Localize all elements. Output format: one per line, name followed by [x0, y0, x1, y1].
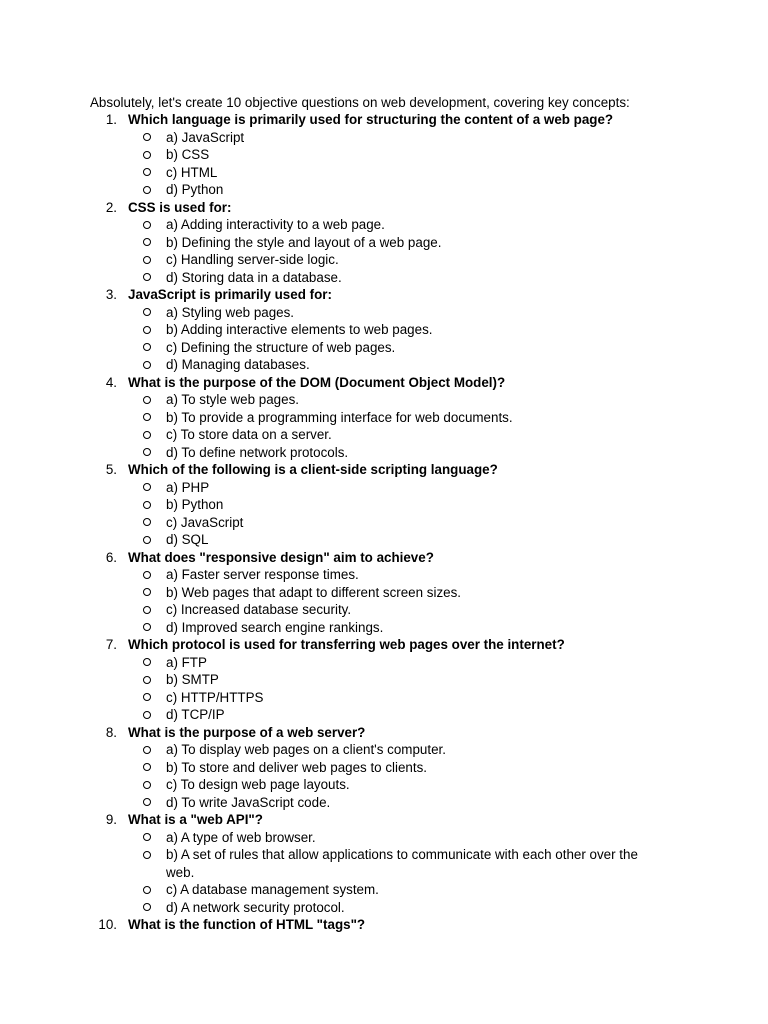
hollow-circle-bullet-icon [143, 851, 151, 859]
option-item [0, 234, 768, 252]
option-item [0, 654, 768, 672]
option-text: c) Defining the structure of web pages. [166, 339, 396, 355]
option-item [0, 566, 768, 584]
option-text: b) Web pages that adapt to different screen sizes. [166, 584, 462, 600]
option-text: a) PHP [166, 479, 210, 495]
option-list [0, 654, 768, 724]
question-number: 4. [105, 374, 117, 390]
option-item [0, 671, 768, 689]
hollow-circle-bullet-icon [143, 501, 151, 509]
hollow-circle-bullet-icon [143, 431, 151, 439]
question-row [0, 916, 768, 934]
option-item [0, 776, 768, 794]
hollow-circle-bullet-icon [143, 571, 151, 579]
hollow-circle-bullet-icon [143, 833, 151, 841]
hollow-circle-bullet-icon [143, 448, 151, 456]
option-item [0, 479, 768, 497]
option-item [0, 601, 768, 619]
option-text: c) Increased database security. [166, 602, 352, 617]
option-item [0, 321, 768, 339]
option-list [0, 479, 768, 549]
hollow-circle-bullet-icon [143, 343, 151, 351]
hollow-circle-bullet-icon [143, 151, 151, 159]
question-number: 7. [105, 637, 117, 652]
hollow-circle-bullet-icon [143, 186, 151, 194]
option-item [0, 531, 768, 549]
option-text: c) JavaScript [166, 514, 244, 530]
hollow-circle-bullet-icon [143, 658, 151, 666]
question-row [0, 286, 768, 304]
question-text: What does "responsive design" aim to achieve? [128, 549, 434, 565]
question-number: 6. [105, 549, 117, 565]
question-item [0, 724, 768, 812]
hollow-circle-bullet-icon [143, 168, 151, 176]
question-number: 2. [105, 199, 117, 215]
option-text: c) HTML [166, 164, 218, 180]
hollow-circle-bullet-icon [143, 238, 151, 246]
question-row [0, 374, 768, 392]
question-text: Which of the following is a client-side scripting language? [128, 462, 498, 477]
option-item [0, 181, 768, 199]
option-text: b) A set of rules that allow applications to communicate with each other over the web. [166, 847, 638, 880]
question-text: JavaScript is primarily used for: [128, 287, 332, 302]
hollow-circle-bullet-icon [143, 221, 151, 229]
option-text: d) Managing databases. [166, 357, 310, 372]
option-item [0, 146, 768, 164]
option-text: b) To provide a programming interface for web documents. [166, 409, 513, 425]
hollow-circle-bullet-icon [143, 623, 151, 631]
option-item [0, 829, 768, 847]
option-item [0, 304, 768, 322]
option-text: b) CSS [166, 147, 210, 162]
question-row [0, 461, 768, 479]
question-row [0, 111, 768, 129]
option-item [0, 881, 768, 899]
question-number: 9. [105, 812, 117, 827]
question-row [0, 199, 768, 217]
question-item [0, 199, 768, 287]
option-item [0, 899, 768, 917]
option-text: a) Faster server response times. [166, 567, 359, 582]
hollow-circle-bullet-icon [143, 133, 151, 141]
question-number: 1. [105, 112, 117, 127]
option-text: d) Improved search engine rankings. [166, 619, 384, 635]
option-text: b) To store and deliver web pages to clients. [166, 759, 428, 775]
option-text: d) Storing data in a database. [166, 269, 342, 285]
option-list [0, 741, 768, 811]
option-text: b) Adding interactive elements to web pages. [166, 322, 433, 337]
option-list [0, 391, 768, 461]
option-text: c) HTTP/HTTPS [166, 689, 264, 705]
question-item [0, 374, 768, 462]
hollow-circle-bullet-icon [143, 798, 151, 806]
option-text: a) Adding interactivity to a web page. [166, 217, 385, 232]
question-row [0, 549, 768, 567]
option-text: a) To style web pages. [166, 392, 299, 407]
question-item [0, 549, 768, 637]
option-item [0, 426, 768, 444]
question-number: 3. [105, 287, 117, 302]
hollow-circle-bullet-icon [143, 903, 151, 911]
question-row [0, 724, 768, 742]
hollow-circle-bullet-icon [143, 763, 151, 771]
option-list [0, 216, 768, 286]
option-item [0, 706, 768, 724]
option-text: b) SMTP [166, 672, 219, 687]
option-item [0, 269, 768, 287]
question-row [0, 636, 768, 654]
hollow-circle-bullet-icon [143, 676, 151, 684]
question-item [0, 811, 768, 916]
option-item [0, 759, 768, 777]
question-number: 5. [105, 462, 117, 477]
option-text: d) A network security protocol. [166, 899, 345, 915]
question-text: CSS is used for: [128, 199, 232, 215]
option-text: c) To design web page layouts. [166, 777, 350, 792]
option-item [0, 496, 768, 514]
option-text: d) To write JavaScript code. [166, 794, 331, 810]
option-item [0, 584, 768, 602]
option-item [0, 794, 768, 812]
hollow-circle-bullet-icon [143, 588, 151, 596]
option-item [0, 391, 768, 409]
hollow-circle-bullet-icon [143, 606, 151, 614]
option-item [0, 356, 768, 374]
question-item [0, 286, 768, 374]
option-item [0, 164, 768, 182]
option-item [0, 689, 768, 707]
question-list [0, 111, 768, 934]
hollow-circle-bullet-icon [143, 273, 151, 281]
option-text: a) To display web pages on a client's computer. [166, 742, 446, 757]
hollow-circle-bullet-icon [143, 781, 151, 789]
hollow-circle-bullet-icon [143, 518, 151, 526]
option-item [0, 619, 768, 637]
hollow-circle-bullet-icon [143, 483, 151, 491]
question-row [0, 811, 768, 829]
option-item [0, 251, 768, 269]
question-text: What is the purpose of the DOM (Document Object Model)? [128, 374, 506, 390]
hollow-circle-bullet-icon [143, 396, 151, 404]
option-text: a) FTP [166, 654, 207, 670]
hollow-circle-bullet-icon [143, 886, 151, 894]
option-text: d) SQL [166, 532, 209, 547]
hollow-circle-bullet-icon [143, 256, 151, 264]
question-item [0, 461, 768, 549]
intro-text: Absolutely, let's create 10 objective questions on web development, covering key concepts: [90, 95, 630, 110]
option-item [0, 339, 768, 357]
hollow-circle-bullet-icon [143, 326, 151, 334]
hollow-circle-bullet-icon [143, 746, 151, 754]
option-item [0, 129, 768, 147]
option-text: b) Python [166, 497, 224, 512]
option-item [0, 216, 768, 234]
question-text: What is a "web API"? [128, 812, 263, 827]
question-text: What is the purpose of a web server? [128, 724, 366, 740]
option-list [0, 566, 768, 636]
hollow-circle-bullet-icon [143, 711, 151, 719]
option-text: a) A type of web browser. [166, 829, 316, 845]
option-text: c) To store data on a server. [166, 427, 332, 442]
option-text: a) Styling web pages. [166, 304, 295, 320]
question-text: Which protocol is used for transferring web pages over the internet? [128, 637, 565, 652]
hollow-circle-bullet-icon [143, 536, 151, 544]
option-item [0, 846, 768, 881]
option-item [0, 409, 768, 427]
question-text: What is the function of HTML "tags"? [128, 917, 366, 932]
option-list [0, 304, 768, 374]
hollow-circle-bullet-icon [143, 308, 151, 316]
option-text: c) Handling server-side logic. [166, 252, 339, 267]
option-item [0, 741, 768, 759]
option-text: d) To define network protocols. [166, 444, 349, 460]
question-number: 8. [105, 724, 117, 740]
option-list [0, 129, 768, 199]
option-text: a) JavaScript [166, 129, 245, 145]
question-item [0, 916, 768, 934]
option-list [0, 829, 768, 917]
option-text: c) A database management system. [166, 882, 379, 897]
question-number: 10. [98, 917, 117, 932]
question-text: Which language is primarily used for structuring the content of a web page? [128, 112, 614, 127]
option-text: b) Defining the style and layout of a web page. [166, 234, 442, 250]
question-item [0, 636, 768, 724]
hollow-circle-bullet-icon [143, 413, 151, 421]
option-text: d) Python [166, 182, 224, 197]
question-item [0, 111, 768, 199]
hollow-circle-bullet-icon [143, 361, 151, 369]
option-item [0, 514, 768, 532]
option-item [0, 444, 768, 462]
option-text: d) TCP/IP [166, 707, 225, 722]
hollow-circle-bullet-icon [143, 693, 151, 701]
